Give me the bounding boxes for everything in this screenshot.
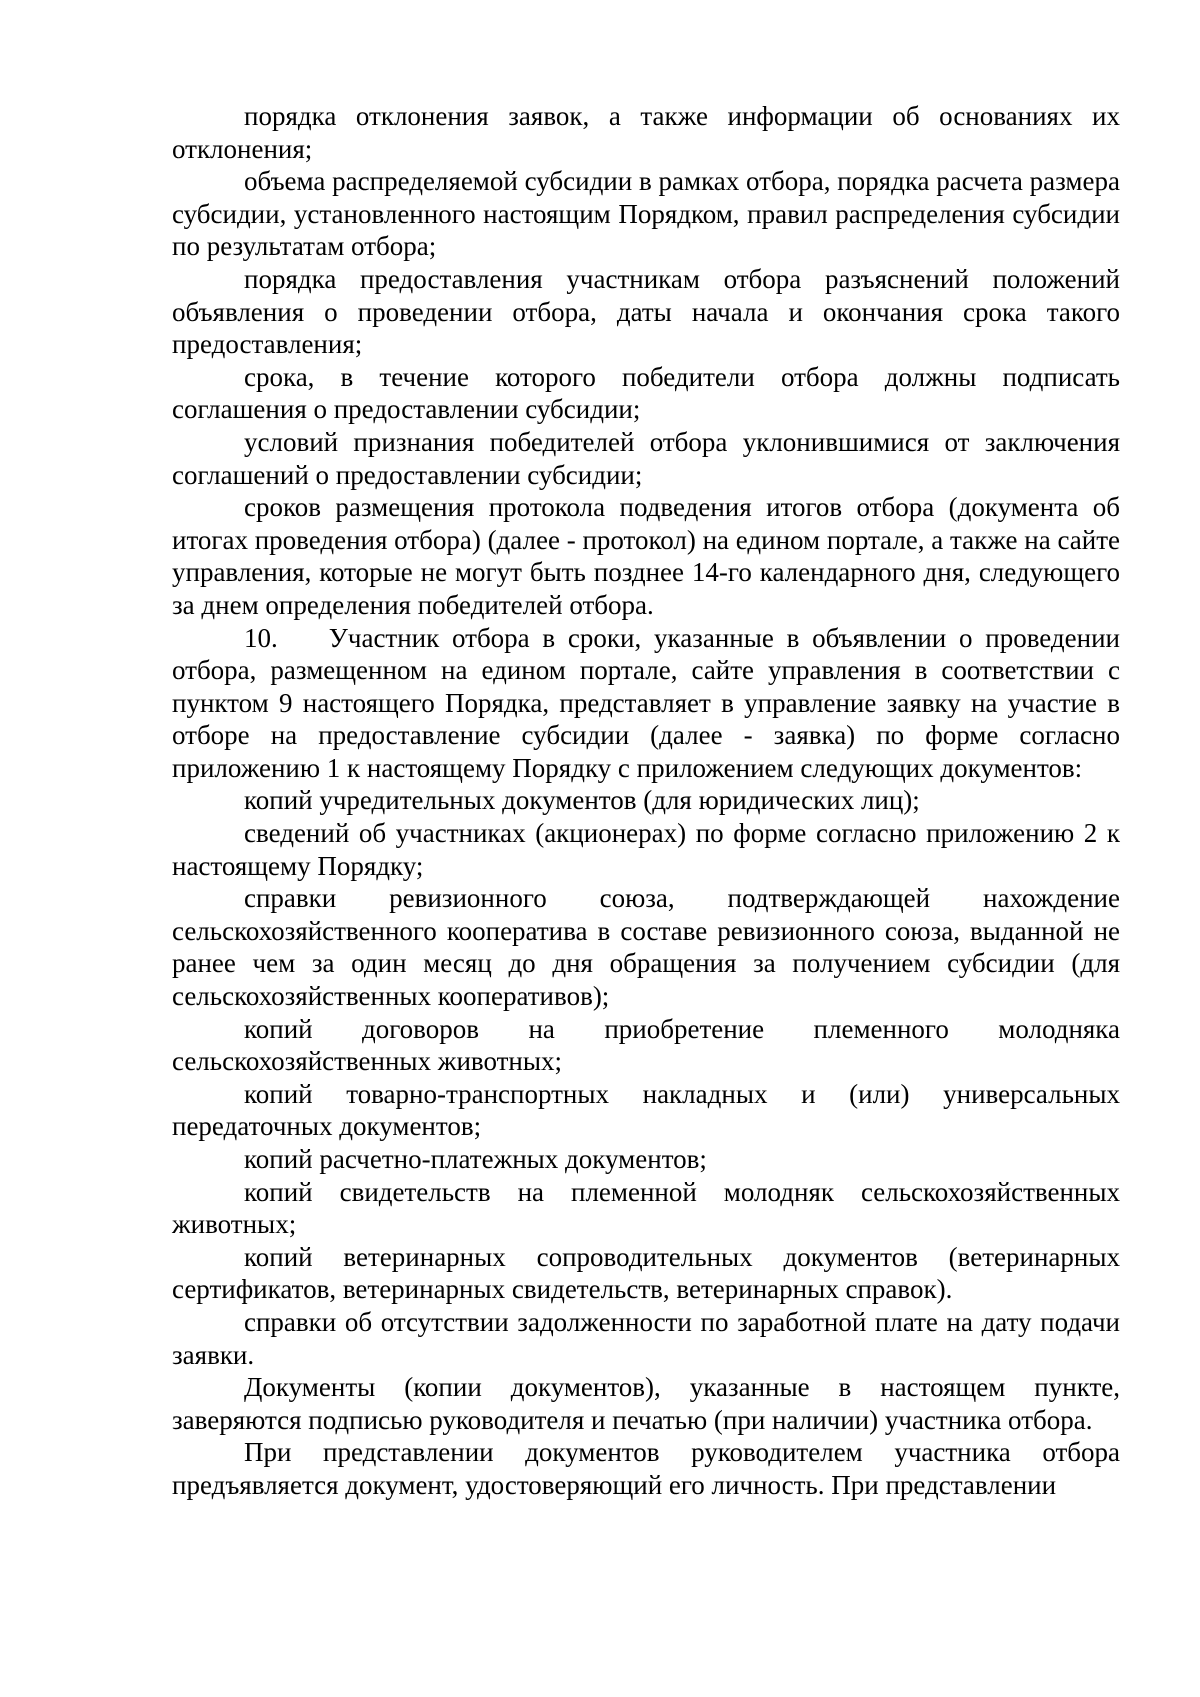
- paragraph: срока, в течение которого победители отбора должны подписать соглашения о предоставлении субсидии;: [172, 361, 1120, 425]
- paragraph: Документы (копии документов), указанные в настоящем пункте, заверяются подписью руководителя и печатью (при наличии) участника отбора.: [172, 1372, 1120, 1435]
- paragraph: копий свидетельств на племенной молодняк сельскохозяйственных животных;: [172, 1176, 1120, 1240]
- paragraph: При представлении документов руководителем участника отбора предъявляется документ, удостоверяющий его личность. При представлении: [172, 1437, 1120, 1500]
- paragraph: объема распределяемой субсидии в рамках отбора, порядка расчета размера субсидии, установленного настоящим Порядком, правил распределения субсидии по результатам отбора;: [172, 166, 1120, 262]
- paragraph: сроков размещения протокола подведения итогов отбора (документа об итогах проведения отбора) (далее - протокол) на едином портале, а также на сайте управления, которые не могут быть позднее 14-го календарного дня, следующего за днем определения победителей отбора.: [172, 492, 1120, 620]
- paragraph: справки об отсутствии задолженности по заработной плате на дату подачи заявки.: [172, 1306, 1120, 1370]
- paragraph: копий договоров на приобретение племенного молодняка сельскохозяйственных животных;: [172, 1013, 1120, 1077]
- paragraph: справки ревизионного союза, подтверждающей нахождение сельскохозяйственного кооператива в составе ревизионного союза, выданной не ранее чем за один месяц до дня обращения за получением субсидии (для сельскохозяйственных кооперативов);: [172, 883, 1120, 1012]
- paragraph: условий признания победителей отбора уклонившимися от заключения соглашений о предоставлении субсидии;: [172, 426, 1120, 490]
- paragraph: копий расчетно-платежных документов;: [244, 1144, 707, 1174]
- paragraph: 10. Участник отбора в сроки, указанные в объявлении о проведении отбора, размещенном на едином портале, сайте управления в соответствии с пунктом 9 настоящего Порядка, представляет в управление заявку на участие в отборе на предоставление субсидии (далее - заявка) по форме согласно приложению 1 к настоящему Порядку с приложением следующих документов:: [172, 622, 1127, 783]
- paragraph: порядка отклонения заявок, а также информации об основаниях их отклонения;: [172, 101, 1120, 164]
- paragraph: сведений об участниках (акционерах) по форме согласно приложению 2 к настоящему Порядку;: [172, 818, 1120, 881]
- paragraph: копий учредительных документов (для юридических лиц);: [244, 785, 920, 816]
- paragraph: копий ветеринарных сопроводительных документов (ветеринарных сертификатов, ветеринарных свидетельств, ветеринарных справок).: [172, 1241, 1120, 1305]
- paragraph: порядка предоставления участникам отбора разъяснений положений объявления о проведении отбора, даты начала и окончания срока такого предоставления;: [172, 263, 1120, 360]
- paragraph: копий товарно-транспортных накладных и (или) универсальных передаточных документов;: [172, 1078, 1120, 1142]
